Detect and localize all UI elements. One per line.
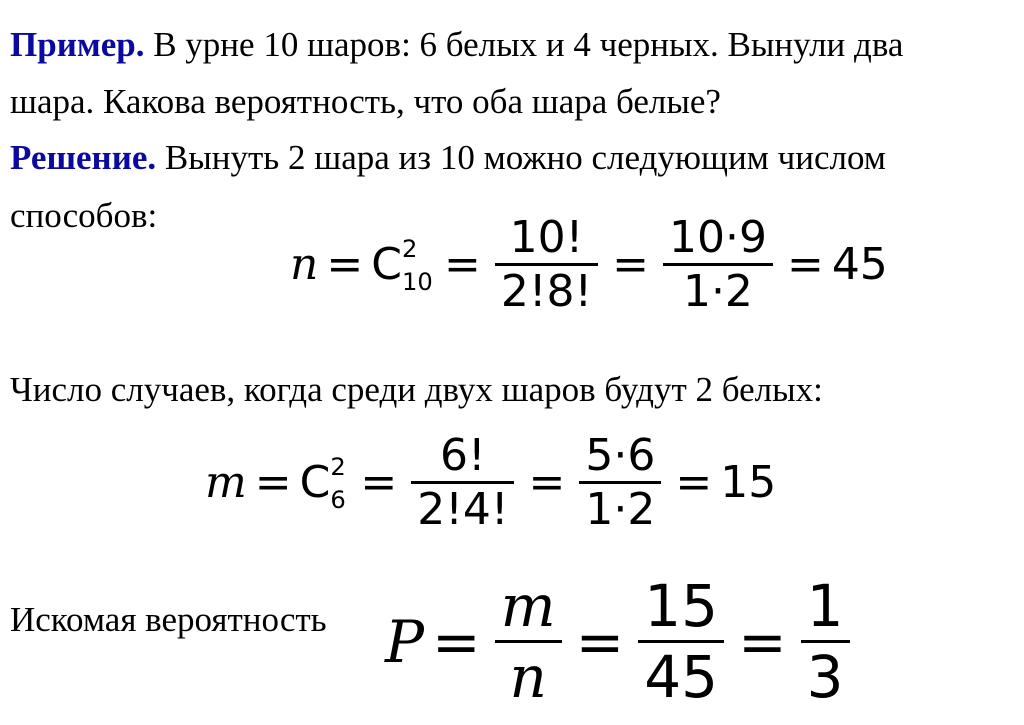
formula-p-frac1-num: m: [500, 572, 556, 640]
formula-p: [385, 572, 856, 711]
formula-n-result: 45: [831, 239, 888, 290]
solution-line-1: [10, 138, 886, 178]
formula-m-var: m: [205, 457, 247, 508]
formula-m: [205, 430, 776, 535]
solution-label: Решение.: [10, 138, 157, 177]
formula-p-eq-1: =: [432, 607, 481, 676]
formula-n-var: n: [290, 239, 319, 290]
formula-n-frac2-den: 1·2: [682, 266, 753, 317]
formula-n-frac1-den: 2!8!: [500, 266, 593, 317]
formula-n-eq-4: =: [786, 239, 824, 290]
formula-m-fraction-1: [411, 430, 514, 535]
formula-p-frac2-den: 45: [644, 643, 719, 711]
formula-m-frac1-den: 2!4!: [417, 484, 509, 535]
formula-p-var: P: [385, 607, 425, 676]
formula-p-fraction-3: [801, 572, 850, 711]
formula-p-eq-3: =: [738, 607, 787, 676]
formula-m-eq-3: =: [528, 457, 566, 508]
cases-text: Число случаев, когда среди двух шаров будут 2 белых:: [10, 370, 823, 409]
probability-text: Искомая вероятность: [10, 600, 327, 639]
solution-text-2: способов:: [10, 196, 158, 235]
formula-m-eq-4: =: [675, 457, 713, 508]
formula-n-fraction-2: [663, 212, 773, 317]
formula-p-fraction-2: [638, 572, 724, 711]
formula-n-frac2-num: 10·9: [668, 212, 767, 263]
formula-n-eq-2: =: [443, 239, 481, 290]
example-line-2: [10, 82, 721, 122]
example-text-1: В урне 10 шаров: 6 белых и 4 черных. Вынули два: [144, 25, 904, 64]
formula-n-comb-base: C: [371, 239, 402, 290]
formula-m-frac2-num: 5·6: [585, 430, 656, 481]
formula-n-fraction-1: [495, 212, 598, 317]
formula-p-frac3-den: 3: [806, 643, 844, 711]
example-line-1: [10, 25, 903, 65]
example-label: Пример.: [10, 25, 145, 64]
formula-n-combination: [371, 235, 433, 296]
formula-n-eq-1: =: [326, 239, 364, 290]
formula-m-comb-sub: 6: [330, 485, 346, 514]
cases-line: [10, 370, 823, 410]
solution-text-1: Вынуть 2 шара из 10 можно следующим числом: [156, 138, 886, 177]
formula-m-fraction-2: [579, 430, 661, 535]
formula-p-frac1-den: n: [509, 643, 547, 711]
formula-n-comb-sup: 2: [401, 235, 418, 263]
formula-p-fraction-1: [495, 572, 562, 711]
example-text-2: шара. Какова вероятность, что оба шара белые?: [10, 82, 721, 121]
formula-m-comb-base: C: [299, 457, 331, 508]
formula-n: [290, 212, 888, 317]
formula-p-frac3-num: 1: [806, 572, 844, 640]
formula-m-comb-sup: 2: [330, 453, 346, 481]
formula-p-frac2-num: 15: [644, 572, 719, 640]
probability-line: [10, 600, 327, 640]
formula-n-comb-sub: 10: [401, 267, 433, 296]
formula-m-result: 15: [720, 457, 777, 508]
formula-m-frac2-den: 1·2: [585, 484, 656, 535]
formula-m-eq-1: =: [254, 457, 292, 508]
formula-m-combination: [299, 453, 346, 514]
formula-n-frac1-num: 10!: [509, 212, 584, 263]
formula-m-eq-2: =: [360, 457, 398, 508]
solution-line-2: [10, 196, 157, 236]
formula-m-frac1-num: 6!: [440, 430, 486, 481]
formula-n-eq-3: =: [612, 239, 649, 290]
formula-p-eq-2: =: [575, 607, 625, 676]
